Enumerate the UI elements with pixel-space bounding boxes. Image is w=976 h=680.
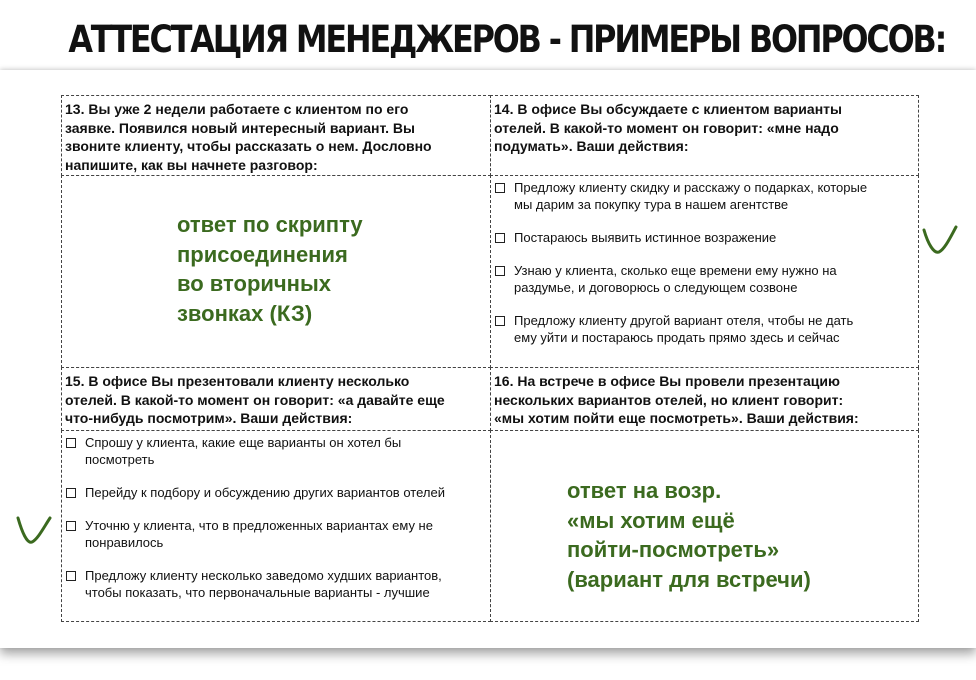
checkbox[interactable]	[66, 571, 76, 581]
q16-answer-cell	[490, 430, 919, 622]
q15-option-4[interactable]: Предложу клиенту несколько заведомо худших вариантов, чтобы показать, что первоначальные варианты - лучшие	[66, 567, 442, 601]
checkbox[interactable]	[495, 233, 505, 243]
q15-option-1[interactable]: Спрошу у клиента, какие еще варианты он хотел бы посмотреть	[66, 434, 401, 468]
q14-options-cell	[490, 175, 919, 368]
page-title: АТТЕСТАЦИЯ МЕНЕДЖЕРОВ - ПРИМЕРЫ ВОПРОСОВ:	[68, 18, 946, 61]
check-mark-icon	[918, 222, 962, 260]
q14-question-text: 14. В офисе Вы обсуждаете с клиентом варианты отелей. В какой-то момент он говорит: «мне надо подумать». Ваши действия:	[494, 101, 842, 154]
checkbox[interactable]	[66, 488, 76, 498]
q13-question-text: 13. Вы уже 2 недели работаете с клиентом по его заявке. Появился новый интересный вариант. Вы звоните клиенту, чтобы рассказать о нем. Дословно напишите, как вы начнете разговор:	[65, 101, 432, 173]
checkbox[interactable]	[495, 183, 505, 193]
q14-question-cell	[490, 95, 919, 176]
q15-option-3[interactable]: Уточню у клиента, что в предложенных вариантах ему не понравилось	[66, 517, 433, 551]
q15-question-cell	[61, 367, 491, 431]
q13-handwritten-answer: ответ по скрипту присоединения во вторичных звонках (КЗ)	[177, 212, 363, 326]
q14-option-4[interactable]: Предложу клиенту другой вариант отеля, чтобы не дать ему уйти и постараюсь продать прямо здесь и сейчас	[495, 312, 853, 346]
checkbox[interactable]	[66, 438, 76, 448]
q14-option-1[interactable]: Предложу клиенту скидку и расскажу о подарках, которые мы дарим за покупку тура в нашем агентстве	[495, 179, 867, 213]
q13-answer-cell	[61, 175, 491, 368]
q16-question-cell	[490, 367, 919, 431]
check-mark-icon	[12, 512, 56, 550]
checkbox[interactable]	[495, 266, 505, 276]
q14-option-2[interactable]: Постараюсь выявить истинное возражение	[495, 229, 776, 246]
q15-question-text: 15. В офисе Вы презентовали клиенту несколько отелей. В какой-то момент он говорит: «а давайте еще что-нибудь посмотрим». Ваши действия:	[65, 373, 445, 426]
q15-options-cell	[61, 430, 491, 622]
q13-question-cell	[61, 95, 491, 176]
q16-question-text: 16. На встрече в офисе Вы провели презентацию нескольких вариантов отелей, но клиент говорит: «мы хотим пойти еще посмотреть». Ваши действия:	[494, 373, 859, 426]
checkbox[interactable]	[66, 521, 76, 531]
checkbox[interactable]	[495, 316, 505, 326]
q14-option-3[interactable]: Узнаю у клиента, сколько еще времени ему нужно на раздумье, и договорюсь о следующем созвоне	[495, 262, 837, 296]
q15-option-2[interactable]: Перейду к подбору и обсуждению других вариантов отелей	[66, 484, 445, 501]
q16-handwritten-answer: ответ на возр. «мы хотим ещё пойти-посмотреть» (вариант для встречи)	[567, 478, 811, 592]
